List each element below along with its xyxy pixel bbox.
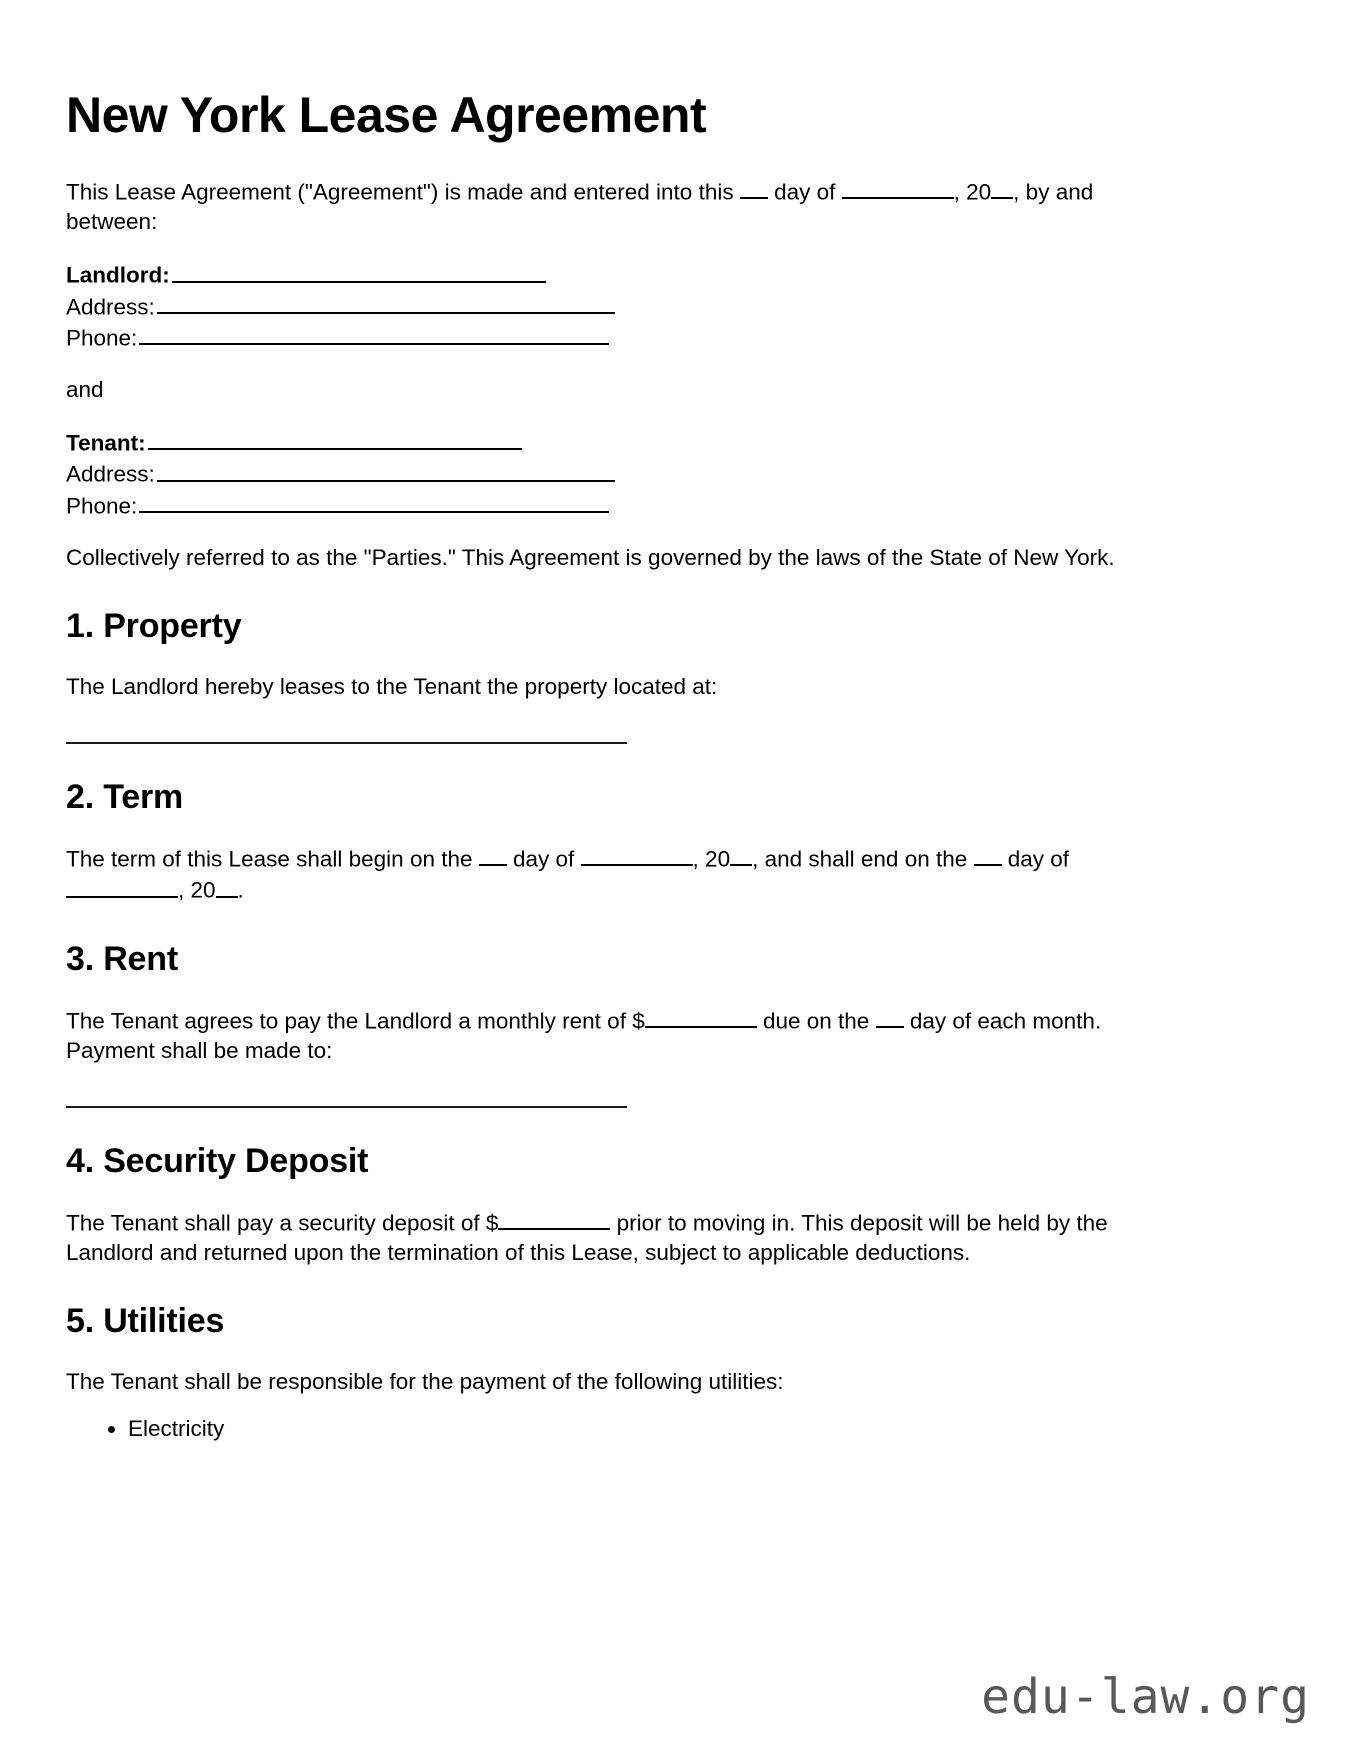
tenant-name-line <box>66 427 1242 458</box>
rent-text-c: day of each month. Payment shall be made to: <box>66 1008 1102 1063</box>
intro-year-blank[interactable] <box>991 176 1013 199</box>
landlord-address-line <box>66 291 1242 322</box>
utilities-body: The Tenant shall be responsible for the payment of the following utilities: <box>66 1369 784 1395</box>
tenant-name-label: Tenant: <box>66 430 146 456</box>
tenant-phone-label: Phone: <box>66 493 138 518</box>
list-item: • Electricity <box>128 1413 1242 1446</box>
section-heading-rent: 3. Rent <box>66 939 178 978</box>
page-title: New York Lease Agreement <box>66 87 707 143</box>
rent-text-b: due on the <box>756 1008 876 1034</box>
landlord-phone-blank[interactable] <box>139 322 609 345</box>
term-text-f: , 20 <box>178 877 216 903</box>
intro-day-blank[interactable] <box>740 176 768 199</box>
tenant-block <box>66 427 1242 521</box>
tenant-address-label: Address: <box>66 461 155 487</box>
rent-body <box>66 1005 1146 1066</box>
rent-payee-rule[interactable] <box>66 1106 627 1108</box>
term-body <box>66 843 1146 906</box>
tenant-address-line <box>66 458 1242 489</box>
landlord-address-blank[interactable] <box>157 291 615 314</box>
deposit-text-b: prior to moving in. This deposit will be held by the Landlord and returned upon the termination of this Lease, subject to applicable deductions. <box>66 1210 1108 1266</box>
landlord-phone-line <box>66 322 1242 353</box>
rent-due-day-blank[interactable] <box>876 1005 904 1028</box>
intro-month-blank[interactable] <box>842 176 954 199</box>
term-text-e: day of <box>1001 846 1070 872</box>
rent-amount-blank[interactable] <box>645 1005 757 1028</box>
term-text-g: . <box>237 877 244 903</box>
term-end-month-blank[interactable] <box>66 874 178 897</box>
term-start-month-blank[interactable] <box>581 843 693 866</box>
landlord-name-label: Landlord: <box>66 262 170 288</box>
section-heading-utilities: 5. Utilities <box>66 1302 225 1341</box>
utilities-list <box>66 1413 1242 1446</box>
intro-text-c: , 20 <box>953 179 992 205</box>
intro-text-d: , by and between: <box>66 179 1094 235</box>
tenant-phone-blank[interactable] <box>139 490 609 513</box>
term-end-day-blank[interactable] <box>974 843 1002 866</box>
intro-text-b: day of <box>767 179 842 205</box>
intro-paragraph <box>66 176 1146 237</box>
landlord-address-label: Address: <box>66 293 155 319</box>
property-body: The Landlord hereby leases to the Tenant the property located at: <box>66 673 718 699</box>
rent-text-a: The Tenant agrees to pay the Landlord a monthly rent of $ <box>66 1008 645 1034</box>
deposit-amount-blank[interactable] <box>498 1207 610 1230</box>
tenant-address-blank[interactable] <box>157 458 615 481</box>
landlord-block <box>66 259 1242 353</box>
deposit-text-a: The Tenant shall pay a security deposit of $ <box>66 1210 499 1236</box>
section-heading-security-deposit: 4. Security Deposit <box>66 1141 369 1180</box>
landlord-name-blank[interactable] <box>172 259 546 282</box>
landlord-name-line <box>66 259 1242 290</box>
governing-law-paragraph: Collectively referred to as the "Parties." This Agreement is governed by the laws of the State of New York. <box>66 544 1115 570</box>
conjunction-and: and <box>66 377 104 403</box>
landlord-phone-label: Phone: <box>66 325 138 351</box>
term-text-b: day of <box>506 846 581 872</box>
section-heading-property: 1. Property <box>66 606 242 645</box>
security-deposit-body <box>66 1207 1146 1268</box>
section-heading-term: 2. Term <box>66 777 184 816</box>
term-start-year-blank[interactable] <box>730 843 752 866</box>
tenant-phone-line <box>66 490 1242 521</box>
property-address-rule[interactable] <box>66 742 627 744</box>
term-text-c: , 20 <box>692 846 731 872</box>
term-text-d: , and shall end on the <box>752 846 974 872</box>
tenant-name-blank[interactable] <box>148 427 522 450</box>
intro-text-a: This Lease Agreement ("Agreement") is made and entered into this <box>66 179 740 205</box>
watermark-edu-law: edu-law.org <box>981 1669 1310 1725</box>
term-start-day-blank[interactable] <box>479 843 507 866</box>
term-text-a: The term of this Lease shall begin on the <box>66 846 479 872</box>
term-end-year-blank[interactable] <box>216 874 238 897</box>
